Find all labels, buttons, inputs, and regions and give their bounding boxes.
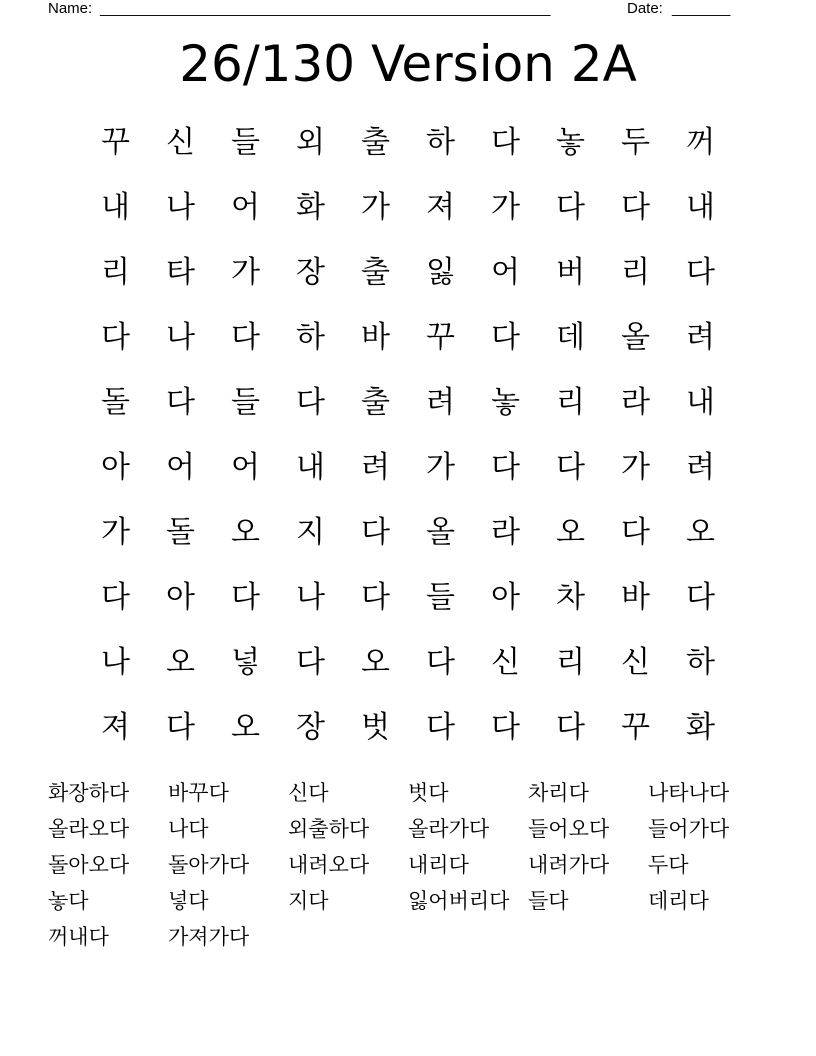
word-bank-item: 돌아가다 xyxy=(168,853,250,877)
grid-cell: 꾸 xyxy=(101,124,130,160)
grid-cell: 어 xyxy=(166,449,195,485)
grid-cell: 나 xyxy=(166,319,195,355)
grid-cell: 출 xyxy=(361,384,390,420)
word-bank-item: 바꾸다 xyxy=(168,781,229,805)
grid-cell: 려 xyxy=(686,319,715,355)
grid-cell: 다 xyxy=(101,579,130,615)
grid-cell: 내 xyxy=(296,449,325,485)
word-bank-item: 들어오다 xyxy=(528,817,610,841)
grid-cell: 데 xyxy=(556,319,585,355)
grid-cell: 신 xyxy=(621,644,650,680)
grid-cell: 출 xyxy=(361,124,390,160)
grid-cell: 바 xyxy=(621,579,650,615)
grid-cell: 아 xyxy=(491,579,520,615)
grid-cell: 다 xyxy=(556,189,585,225)
grid-cell: 오 xyxy=(231,709,260,745)
grid-cell: 다 xyxy=(166,709,195,745)
grid-cell: 다 xyxy=(361,579,390,615)
word-bank-item: 차리다 xyxy=(528,781,589,805)
grid-cell: 가 xyxy=(231,254,260,290)
grid-cell: 신 xyxy=(491,644,520,680)
grid-cell: 하 xyxy=(686,644,715,680)
grid-cell: 다 xyxy=(101,319,130,355)
grid-cell: 다 xyxy=(556,449,585,485)
grid-cell: 놓 xyxy=(491,384,520,420)
grid-cell: 아 xyxy=(101,449,130,485)
grid-cell: 리 xyxy=(621,254,650,290)
grid-cell: 돌 xyxy=(101,384,130,420)
word-bank-item: 들다 xyxy=(528,889,569,913)
grid-cell: 다 xyxy=(621,189,650,225)
grid-cell: 나 xyxy=(101,644,130,680)
grid-cell: 가 xyxy=(101,514,130,550)
grid-cell: 두 xyxy=(621,124,650,160)
grid-cell: 하 xyxy=(426,124,455,160)
grid-cell: 내 xyxy=(686,189,715,225)
grid-cell: 장 xyxy=(296,709,325,745)
grid-cell: 오 xyxy=(686,514,715,550)
word-bank-item: 내리다 xyxy=(408,853,469,877)
grid-cell: 꾸 xyxy=(621,709,650,745)
grid-cell: 신 xyxy=(166,124,195,160)
grid-cell: 내 xyxy=(101,189,130,225)
grid-cell: 장 xyxy=(296,254,325,290)
word-bank xyxy=(48,777,768,957)
grid-cell: 다 xyxy=(686,254,715,290)
word-bank-item: 나다 xyxy=(168,817,209,841)
grid-cell: 다 xyxy=(686,579,715,615)
letter-grid xyxy=(83,110,733,760)
grid-cell: 어 xyxy=(231,189,260,225)
grid-cell: 가 xyxy=(361,189,390,225)
grid-cell: 리 xyxy=(101,254,130,290)
grid-cell: 잃 xyxy=(426,254,455,290)
word-bank-item: 잃어버리다 xyxy=(408,889,510,913)
word-bank-item: 데리다 xyxy=(648,889,709,913)
grid-cell: 나 xyxy=(166,189,195,225)
grid-cell: 벗 xyxy=(361,709,390,745)
word-bank-item: 신다 xyxy=(288,781,329,805)
grid-cell: 다 xyxy=(426,644,455,680)
grid-cell: 다 xyxy=(166,384,195,420)
grid-cell: 꾸 xyxy=(426,319,455,355)
grid-cell: 돌 xyxy=(166,514,195,550)
grid-cell: 라 xyxy=(491,514,520,550)
grid-cell: 아 xyxy=(166,579,195,615)
grid-cell: 올 xyxy=(621,319,650,355)
word-bank-item: 넣다 xyxy=(168,889,209,913)
grid-cell: 타 xyxy=(166,254,195,290)
grid-cell: 져 xyxy=(101,709,130,745)
grid-cell: 다 xyxy=(491,709,520,745)
word-bank-item: 내려가다 xyxy=(528,853,610,877)
grid-cell: 하 xyxy=(296,319,325,355)
word-bank-item: 벗다 xyxy=(408,781,449,805)
word-bank-item: 들어가다 xyxy=(648,817,730,841)
grid-cell: 놓 xyxy=(556,124,585,160)
grid-cell: 오 xyxy=(556,514,585,550)
grid-cell: 나 xyxy=(296,579,325,615)
grid-cell: 다 xyxy=(426,709,455,745)
word-bank-item: 가져가다 xyxy=(168,925,250,949)
grid-cell: 내 xyxy=(686,384,715,420)
grid-cell: 다 xyxy=(361,514,390,550)
grid-cell: 어 xyxy=(231,449,260,485)
word-bank-item: 지다 xyxy=(288,889,329,913)
grid-cell: 려 xyxy=(426,384,455,420)
grid-cell: 리 xyxy=(556,644,585,680)
grid-cell: 넣 xyxy=(231,644,260,680)
grid-cell: 려 xyxy=(361,449,390,485)
grid-cell: 다 xyxy=(231,319,260,355)
word-bank-item: 올라가다 xyxy=(408,817,490,841)
grid-cell: 어 xyxy=(491,254,520,290)
grid-cell: 외 xyxy=(296,124,325,160)
word-bank-item: 꺼내다 xyxy=(48,925,109,949)
word-bank-item: 내려오다 xyxy=(288,853,370,877)
grid-cell: 라 xyxy=(621,384,650,420)
date-label: Date: xyxy=(627,0,663,17)
grid-cell: 가 xyxy=(426,449,455,485)
grid-cell: 올 xyxy=(426,514,455,550)
grid-cell: 다 xyxy=(556,709,585,745)
page-title: 26/130 Version 2A xyxy=(179,35,637,93)
grid-cell: 화 xyxy=(686,709,715,745)
grid-cell: 가 xyxy=(491,189,520,225)
grid-cell: 차 xyxy=(556,579,585,615)
grid-cell: 다 xyxy=(231,579,260,615)
grid-cell: 려 xyxy=(686,449,715,485)
grid-cell: 다 xyxy=(491,319,520,355)
grid-cell: 다 xyxy=(491,124,520,160)
grid-cell: 오 xyxy=(361,644,390,680)
header-line xyxy=(48,0,748,22)
grid-cell: 다 xyxy=(296,644,325,680)
word-bank-item: 돌아오다 xyxy=(48,853,130,877)
grid-cell: 들 xyxy=(231,384,260,420)
date-field-line: _______ xyxy=(672,0,731,17)
word-bank-item: 놓다 xyxy=(48,889,89,913)
word-bank-item: 화장하다 xyxy=(48,781,130,805)
word-bank-item: 올라오다 xyxy=(48,817,130,841)
grid-cell: 지 xyxy=(296,514,325,550)
grid-cell: 다 xyxy=(621,514,650,550)
name-field-line: ______________________________________________________ xyxy=(100,0,551,17)
word-bank-item: 나타나다 xyxy=(648,781,730,805)
grid-cell: 리 xyxy=(556,384,585,420)
grid-cell: 가 xyxy=(621,449,650,485)
grid-cell: 져 xyxy=(426,189,455,225)
grid-cell: 화 xyxy=(296,189,325,225)
name-label: Name: xyxy=(48,0,93,17)
grid-cell: 출 xyxy=(361,254,390,290)
grid-cell: 들 xyxy=(231,124,260,160)
grid-cell: 오 xyxy=(231,514,260,550)
grid-cell: 바 xyxy=(361,319,390,355)
grid-cell: 들 xyxy=(426,579,455,615)
grid-cell: 버 xyxy=(556,254,585,290)
grid-cell: 오 xyxy=(166,644,195,680)
grid-cell: 꺼 xyxy=(686,124,715,160)
word-bank-item: 외출하다 xyxy=(288,817,370,841)
word-bank-item: 두다 xyxy=(648,853,689,877)
grid-cell: 다 xyxy=(296,384,325,420)
grid-cell: 다 xyxy=(491,449,520,485)
